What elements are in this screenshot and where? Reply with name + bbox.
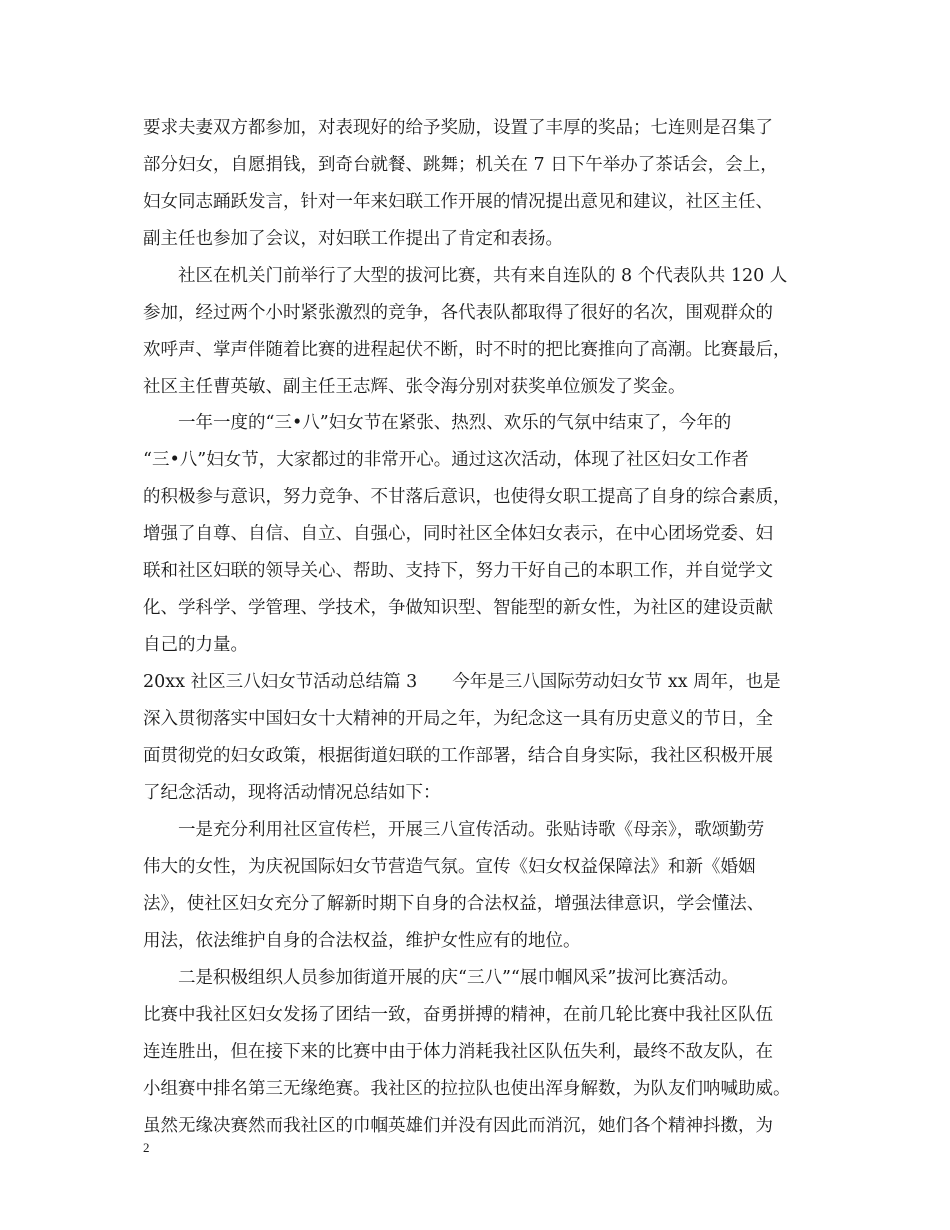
text-line: 的积极参与意识，努力竞争、不甘落后意识，也使得女职工提高了自身的综合素质， [143,487,791,507]
paragraph-first-line: 社区在机关门前举行了大型的拔河比赛，共有来自连队的 8 个代表队共 120 人 [178,266,788,286]
paragraph-first-line: 一是充分利用社区宣传栏，开展三八宣传活动。张贴诗歌《母亲》，歌颂勤劳 [178,820,765,840]
text-line: 妇女同志踊跃发言，针对一年来妇联工作开展的情况提出意见和建议，社区主任、 [143,192,773,212]
text-line: 法》，使社区妇女充分了解新时期下自身的合法权益，增强法律意识，学会懂法、 [143,894,765,914]
text-line: 了纪念活动，现将活动情况总结如下： [143,783,441,803]
paragraph-first-line: 一年一度的“三•八”妇女节在紧张、热烈、欢乐的气氛中结束了，今年的 [178,413,732,433]
text-line: 连连胜出，但在接下来的比赛中由于体力消耗我社区队伍失利，最终不敌友队，在 [143,1042,773,1062]
text-line: 部分妇女，自愿捐钱，到奇台就餐、跳舞；机关在 7 日下午举办了茶话会，会上， [143,155,778,175]
section-heading-line: 20xx 社区三八妇女节活动总结篇 3 今年是三八国际劳动妇女节 xx 周年，也是 [143,672,781,692]
text-line: 化、学科学、学管理、学技术，争做知识型、智能型的新女性，为社区的建设贡献 [143,598,773,618]
text-line: 欢呼声、掌声伴随着比赛的进程起伏不断，时不时的把比赛推向了高潮。比赛最后， [143,340,791,360]
text-line: 增强了自尊、自信、自立、自强心，同时社区全体妇女表示，在中心团场党委、妇 [143,524,773,544]
text-line: 副主任也参加了会议，对妇联工作提出了肯定和表扬。 [143,229,563,249]
text-line: 深入贯彻落实中国妇女十大精神的开局之年，为纪念这一具有历史意义的节日，全 [143,709,773,729]
text-line: 要求夫妻双方都参加，对表现好的给予奖励，设置了丰厚的奖品；七连则是召集了 [143,118,773,138]
text-line: 比赛中我社区妇女发扬了团结一致，奋勇拼搏的精神，在前几轮比赛中我社区队伍 [143,1005,773,1025]
page-number: 2 [143,1140,150,1155]
paragraph-first-line: 二是积极组织人员参加街道开展的庆“三八”“展巾帼风采”拔河比赛活动。 [178,968,739,988]
text-line: “三•八”妇女节，大家都过的非常开心。通过这次活动，体现了社区妇女工作者 [143,450,749,470]
text-line: 自己的力量。 [143,635,248,655]
text-line: 虽然无缘决赛然而我社区的巾帼英雄们并没有因此而消沉，她们各个精神抖擞，为 [143,1116,773,1136]
text-line: 面贯彻党的妇女政策，根据街道妇联的工作部署，结合自身实际，我社区积极开展 [143,746,773,766]
text-line: 伟大的女性，为庆祝国际妇女节营造气氛。宣传《妇女权益保障法》和新《婚姻 [143,857,756,877]
text-line: 用法，依法维护自身的合法权益，维护女性应有的地位。 [143,931,581,951]
text-line: 参加，经过两个小时紧张激烈的竞争，各代表队都取得了很好的名次，围观群众的 [143,303,773,323]
text-line: 小组赛中排名第三无缘绝赛。我社区的拉拉队也使出浑身解数，为队友们呐喊助威。 [143,1079,791,1099]
text-line: 社区主任曹英敏、副主任王志辉、张令海分别对获奖单位颁发了奖金。 [143,377,686,397]
text-line: 联和社区妇联的领导关心、帮助、支持下，努力干好自己的本职工作，并自觉学文 [143,561,773,581]
